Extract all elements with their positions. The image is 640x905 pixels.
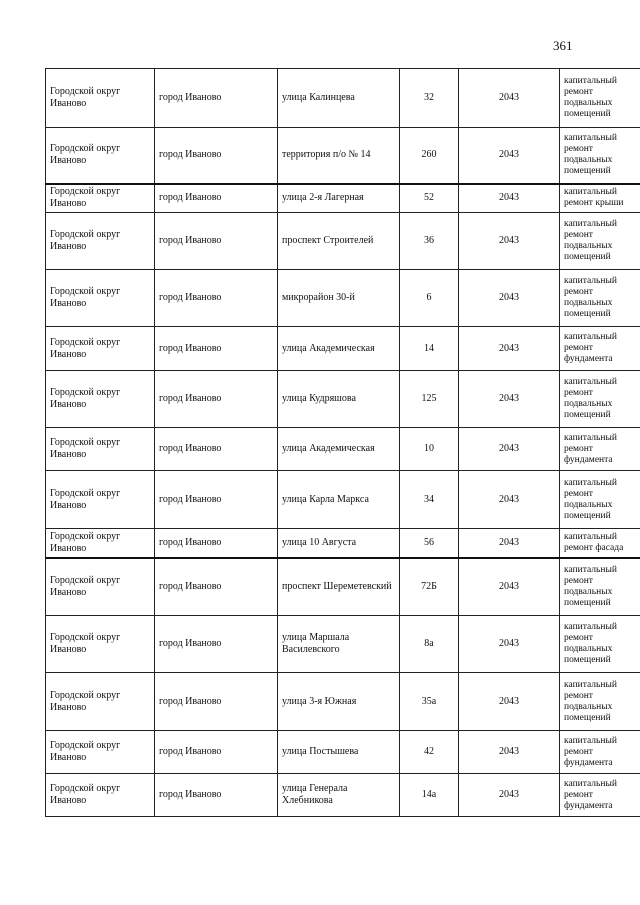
street-cell: проспект Строителей (278, 213, 400, 270)
year-cell: 2043 (459, 558, 560, 616)
table-row (46, 69, 640, 128)
year-cell: 2043 (459, 673, 560, 731)
street-cell: улица 3-я Южная (278, 673, 400, 731)
table-row (46, 428, 640, 471)
work-type-cell: капитальный ремонт подвальных помещений (560, 371, 640, 428)
street-cell: территория п/о № 14 (278, 128, 400, 184)
house-cell: 125 (400, 371, 459, 428)
street-cell: улица 10 Августа (278, 529, 400, 558)
okrug-cell: Городской округ Иваново (46, 731, 155, 774)
house-cell: 56 (400, 529, 459, 558)
okrug-cell: Городской округ Иваново (46, 616, 155, 673)
work-type-cell: капитальный ремонт крыши (560, 184, 640, 213)
year-cell: 2043 (459, 428, 560, 471)
table-row (46, 213, 640, 270)
street-cell: улица Постышева (278, 731, 400, 774)
table-row (46, 270, 640, 327)
street-cell: улица 2-я Лагерная (278, 184, 400, 213)
town-cell: город Иваново (155, 616, 278, 673)
okrug-cell: Городской округ Иваново (46, 371, 155, 428)
street-cell: улица Академическая (278, 428, 400, 471)
town-cell: город Иваново (155, 371, 278, 428)
year-cell: 2043 (459, 270, 560, 327)
work-type-cell: капитальный ремонт фундамента (560, 774, 640, 817)
year-cell: 2043 (459, 128, 560, 184)
street-cell: улица Кудряшова (278, 371, 400, 428)
table-row (46, 128, 640, 184)
okrug-cell: Городской округ Иваново (46, 673, 155, 731)
year-cell: 2043 (459, 731, 560, 774)
town-cell: город Иваново (155, 213, 278, 270)
town-cell: город Иваново (155, 327, 278, 371)
town-cell: город Иваново (155, 673, 278, 731)
town-cell: город Иваново (155, 128, 278, 184)
table-row (46, 471, 640, 529)
town-cell: город Иваново (155, 270, 278, 327)
table-row (46, 731, 640, 774)
town-cell: город Иваново (155, 471, 278, 529)
work-type-cell: капитальный ремонт подвальных помещений (560, 128, 640, 184)
house-cell: 14 (400, 327, 459, 371)
table-row (46, 673, 640, 731)
house-cell: 6 (400, 270, 459, 327)
work-type-cell: капитальный ремонт подвальных помещений (560, 471, 640, 529)
work-type-cell: капитальный ремонт подвальных помещений (560, 558, 640, 616)
house-cell: 36 (400, 213, 459, 270)
year-cell: 2043 (459, 774, 560, 817)
town-cell: город Иваново (155, 731, 278, 774)
year-cell: 2043 (459, 69, 560, 128)
house-cell: 260 (400, 128, 459, 184)
okrug-cell: Городской округ Иваново (46, 558, 155, 616)
table-row (46, 616, 640, 673)
town-cell: город Иваново (155, 184, 278, 213)
house-cell: 14а (400, 774, 459, 817)
work-type-cell: капитальный ремонт фундамента (560, 731, 640, 774)
street-cell: улица Маршала Василевского (278, 616, 400, 673)
okrug-cell: Городской округ Иваново (46, 69, 155, 128)
street-cell: улица Генерала Хлебникова (278, 774, 400, 817)
okrug-cell: Городской округ Иваново (46, 471, 155, 529)
year-cell: 2043 (459, 327, 560, 371)
year-cell: 2043 (459, 616, 560, 673)
repair-schedule-table (45, 68, 640, 817)
table-row (46, 184, 640, 213)
street-cell: улица Академическая (278, 327, 400, 371)
work-type-cell: капитальный ремонт фундамента (560, 428, 640, 471)
town-cell: город Иваново (155, 428, 278, 471)
okrug-cell: Городской округ Иваново (46, 213, 155, 270)
town-cell: город Иваново (155, 558, 278, 616)
page-number: 361 (553, 38, 573, 53)
street-cell: улица Калинцева (278, 69, 400, 128)
work-type-cell: капитальный ремонт подвальных помещений (560, 673, 640, 731)
okrug-cell: Городской округ Иваново (46, 128, 155, 184)
year-cell: 2043 (459, 471, 560, 529)
work-type-cell: капитальный ремонт фасада (560, 529, 640, 558)
table-row (46, 529, 640, 558)
house-cell: 52 (400, 184, 459, 213)
work-type-cell: капитальный ремонт подвальных помещений (560, 270, 640, 327)
town-cell: город Иваново (155, 774, 278, 817)
work-type-cell: капитальный ремонт подвальных помещений (560, 616, 640, 673)
house-cell: 42 (400, 731, 459, 774)
okrug-cell: Городской округ Иваново (46, 270, 155, 327)
okrug-cell: Городской округ Иваново (46, 774, 155, 817)
house-cell: 8а (400, 616, 459, 673)
year-cell: 2043 (459, 213, 560, 270)
table-row (46, 327, 640, 371)
okrug-cell: Городской округ Иваново (46, 428, 155, 471)
okrug-cell: Городской округ Иваново (46, 327, 155, 371)
table-row (46, 371, 640, 428)
street-cell: улица Карла Маркса (278, 471, 400, 529)
town-cell: город Иваново (155, 69, 278, 128)
okrug-cell: Городской округ Иваново (46, 184, 155, 213)
house-cell: 10 (400, 428, 459, 471)
street-cell: проспект Шереметевский (278, 558, 400, 616)
year-cell: 2043 (459, 371, 560, 428)
house-cell: 32 (400, 69, 459, 128)
town-cell: город Иваново (155, 529, 278, 558)
year-cell: 2043 (459, 184, 560, 213)
house-cell: 34 (400, 471, 459, 529)
year-cell: 2043 (459, 529, 560, 558)
work-type-cell: капитальный ремонт подвальных помещений (560, 69, 640, 128)
okrug-cell: Городской округ Иваново (46, 529, 155, 558)
table-row (46, 558, 640, 616)
house-cell: 35а (400, 673, 459, 731)
house-cell: 72Б (400, 558, 459, 616)
street-cell: микрорайон 30-й (278, 270, 400, 327)
work-type-cell: капитальный ремонт фундамента (560, 327, 640, 371)
table-row (46, 774, 640, 817)
work-type-cell: капитальный ремонт подвальных помещений (560, 213, 640, 270)
